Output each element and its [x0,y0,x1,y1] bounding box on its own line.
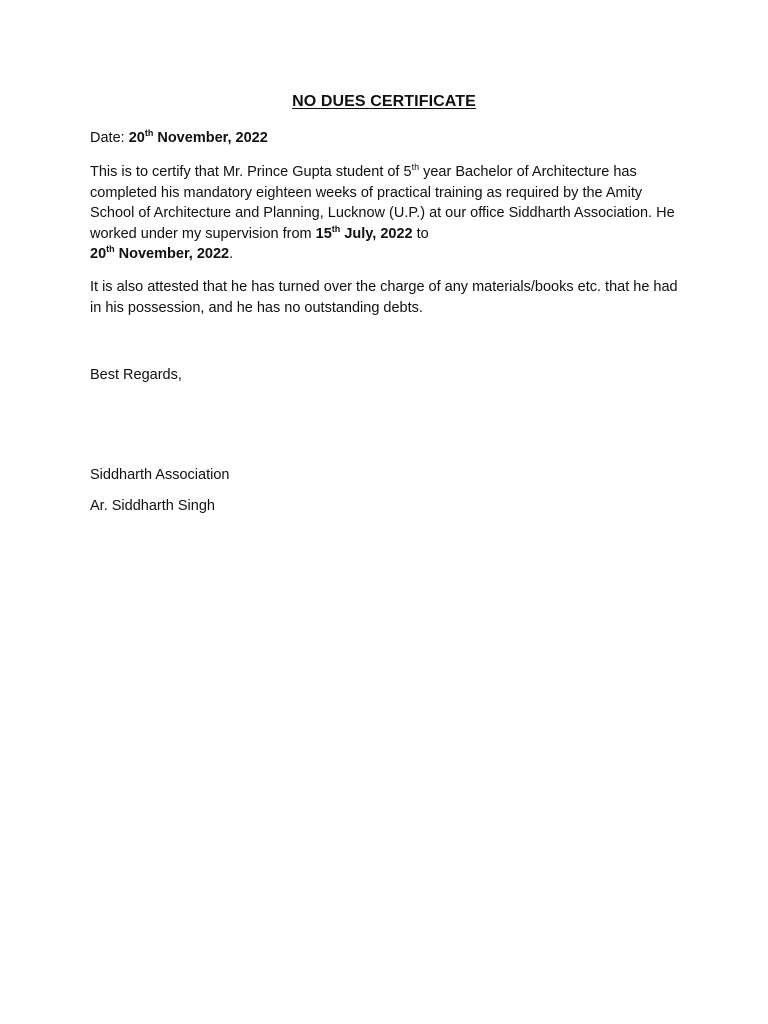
page-title: NO DUES CERTIFICATE [292,93,476,110]
date-month-year: November, 2022 [153,130,268,146]
start-day-suffix: th [331,223,341,234]
closing-regards: Best Regards, [90,367,182,383]
end-day: 20 [90,246,107,262]
para1-text-start: This is to certify that Mr. Prince Gupta student of 5 [90,164,412,180]
para1-text-middle: year Bachelor of Architecture has completed his mandatory eighteen weeks of practical training as required by the Amity School of Architecture and Planning, Lucknow (U.P.) at our office Siddharth Association. He worked under my supervision from [90,164,675,242]
year-suffix: th [411,162,420,172]
para1-period: . [229,246,234,262]
signatory-name: Ar. Siddharth Singh [90,498,215,514]
end-day-suffix: th [106,244,115,254]
organization-name: Siddharth Association [90,467,230,483]
to-word: to [412,225,429,242]
date-line [90,128,680,149]
attestation-paragraph: It is also attested that he has turned over the charge of any materials/books etc. that he had in his possession, and he has no outstanding debts. [90,279,678,316]
start-day: 15 [315,225,332,242]
date-value [129,130,268,146]
end-date [90,246,229,262]
certification-paragraph [90,162,680,265]
date-day: 20 [128,130,145,146]
end-month-year: November, 2022 [114,246,230,262]
date-label: Date: [90,130,129,146]
start-month-year: July, 2022 [340,225,413,242]
date-day-suffix: th [144,128,154,138]
start-date [315,223,413,242]
